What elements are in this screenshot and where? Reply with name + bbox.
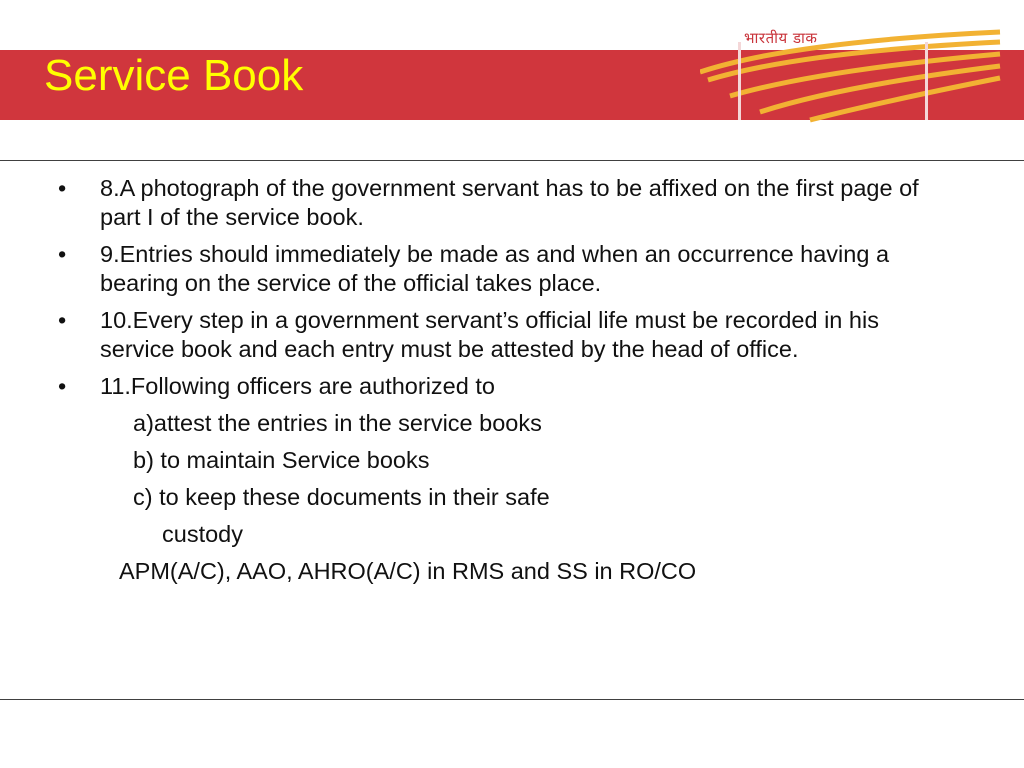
sub-item: a)attest the entries in the service books	[133, 410, 542, 436]
bottom-divider	[0, 699, 1024, 700]
sub-item: b) to maintain Service books	[133, 447, 430, 473]
bullet-text: 10.Every step in a government servant’s official life must be recorded in his service book and each entry must be attested by the head of office.	[100, 307, 879, 362]
top-divider	[0, 160, 1024, 161]
bullet-text: 8.A photograph of the government servant has to be affixed on the first page of part I of the service book.	[100, 175, 919, 230]
bullet-text: 9.Entries should immediately be made as and when an occurrence having a bearing on the service of the official takes place.	[100, 241, 890, 296]
slide-content	[58, 174, 958, 594]
sub-item: c) to keep these documents in their safe	[133, 484, 550, 510]
india-post-logo-icon	[700, 20, 1020, 124]
bullet-item	[58, 306, 958, 364]
bullet-dot-icon: •	[58, 307, 67, 333]
logo-text: भारतीय डाक	[744, 29, 818, 47]
bullet-dot-icon: •	[58, 373, 67, 399]
bullet-item	[58, 372, 958, 401]
bullet-dot-icon: •	[58, 241, 67, 267]
slide-title: Service Book	[44, 51, 304, 100]
authorized-officers: APM(A/C), AAO, AHRO(A/C) in RMS and SS in RO/CO	[119, 558, 697, 584]
bullet-item	[58, 240, 958, 298]
bullet-item	[58, 174, 958, 232]
bullet-dot-icon: •	[58, 175, 67, 201]
sub-item-continuation: custody	[162, 521, 243, 547]
bullet-text: 11.Following officers are authorized to	[100, 373, 495, 399]
